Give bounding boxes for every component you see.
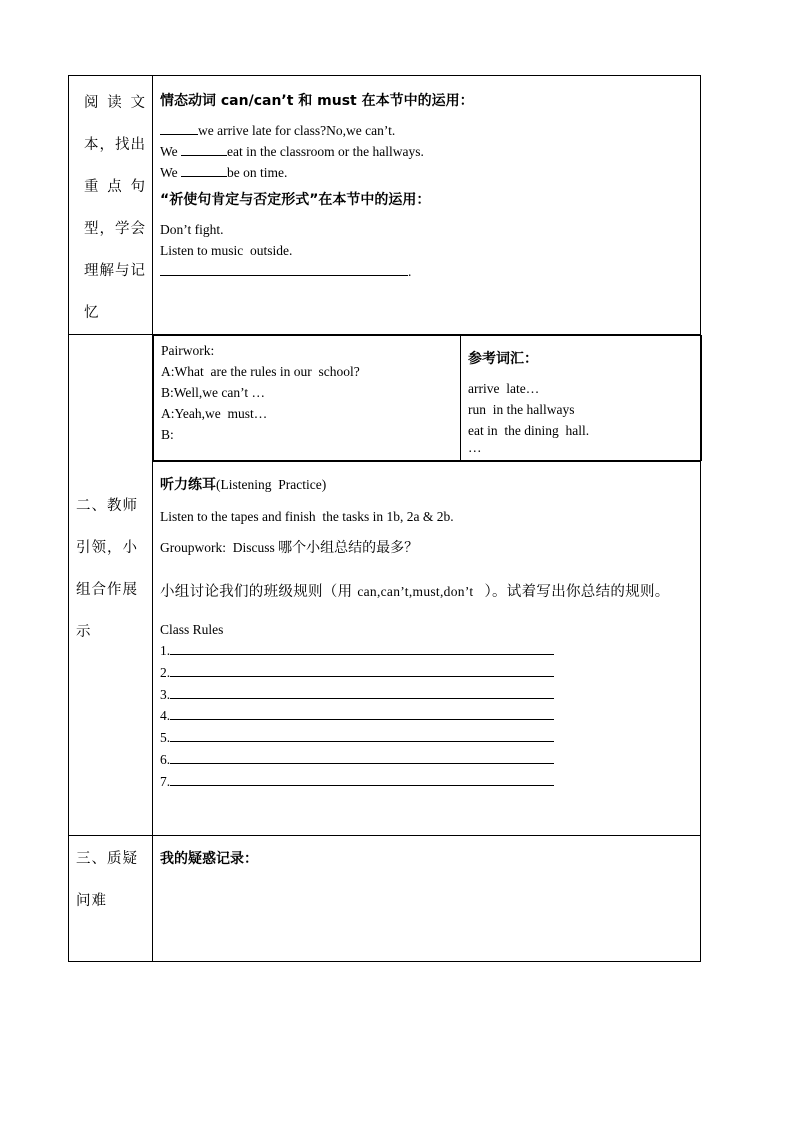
rule-input-6[interactable] [170,749,554,764]
rule-line-3: 3. [160,684,693,706]
worksheet [68,75,700,932]
groupwork-line: Groupwork: Discuss 哪个小组总结的最多？ [160,540,419,556]
section3-content[interactable] [153,836,701,962]
section2-label-text: 二、教师引领，小组合作展示 [76,498,138,640]
rule-line-2: 2. [160,662,693,684]
vocab-item-1: arrive late… [468,381,540,396]
blank-4[interactable] [160,261,408,276]
section1-label [69,76,153,335]
listening-row [69,462,701,836]
rule-input-7[interactable] [170,771,554,786]
worksheet-table [68,75,701,962]
rule-line-5: 5. [160,727,693,749]
vocab-item-2: run in the hallways [468,402,575,417]
rule-line-4: 4. [160,705,693,727]
rule-input-5[interactable] [170,727,554,742]
section1-label-text: 阅读文本，找出重点句型，学会理解与记忆 [84,95,146,321]
dialogue-line-4: B: [161,427,174,442]
rule-line-7: 7. [160,771,693,793]
section3-label-text: 三、质疑问难 [76,851,138,909]
section3-row [69,836,701,962]
question-record-title: 我的疑惑记录： [160,851,258,867]
dialogue-line-1: A:What are the rules in our school? [161,364,360,379]
rule-input-4[interactable] [170,705,554,720]
pairwork-cell [153,335,701,462]
sentence-2: We eat in the classroom or the hallways. [160,141,693,162]
pairwork-table [153,335,702,461]
vocab-box [461,336,702,461]
modal-verbs-heading: 情态动词 can/can’t 和 must 在本节中的运用： [160,93,474,109]
vocab-item-3: eat in the dining hall. [468,423,590,438]
section1-row [69,76,701,335]
vocab-title: 参考词汇： [468,351,538,367]
section2-label [69,335,153,836]
example-3: . [160,261,693,282]
listening-task: Listen to the tapes and finish the tasks in 1b, 2a & 2b. [160,509,454,524]
example-1: Don’t fight. [160,222,224,237]
blank-2[interactable] [181,141,227,156]
rule-line-1: 1. [160,640,693,662]
blank-3[interactable] [181,162,227,177]
discuss-instruction: 小组讨论我们的班级规则（用 can,can’t,must,don’t ）。试着写出你总结的规则。 [160,584,670,600]
vocab-item-4: … [468,440,482,455]
imperative-heading: “祈使句肯定与否定形式”在本节中的运用： [160,192,431,208]
rule-line-6: 6. [160,749,693,771]
pairwork-title: Pairwork: [161,343,215,358]
dialogue-line-2: B:Well,we can’t … [161,385,266,400]
rule-input-2[interactable] [170,662,554,677]
sentence-3: We be on time. [160,162,693,183]
section3-label [69,836,153,962]
pairwork-dialogue [154,336,461,461]
blank-1[interactable] [160,120,198,135]
rule-input-3[interactable] [170,684,554,699]
example-2: Listen to music outside. [160,243,293,258]
class-rules-title: Class Rules [160,622,224,637]
section2-row [69,335,701,462]
rule-input-1[interactable] [170,640,554,655]
listening-title: 听力练耳(Listening Practice) [160,477,327,493]
section1-content [153,76,701,335]
sentence-1: we arrive late for class?No,we can’t. [160,120,693,141]
dialogue-line-3: A:Yeah,we must… [161,406,268,421]
listening-content [153,462,701,836]
